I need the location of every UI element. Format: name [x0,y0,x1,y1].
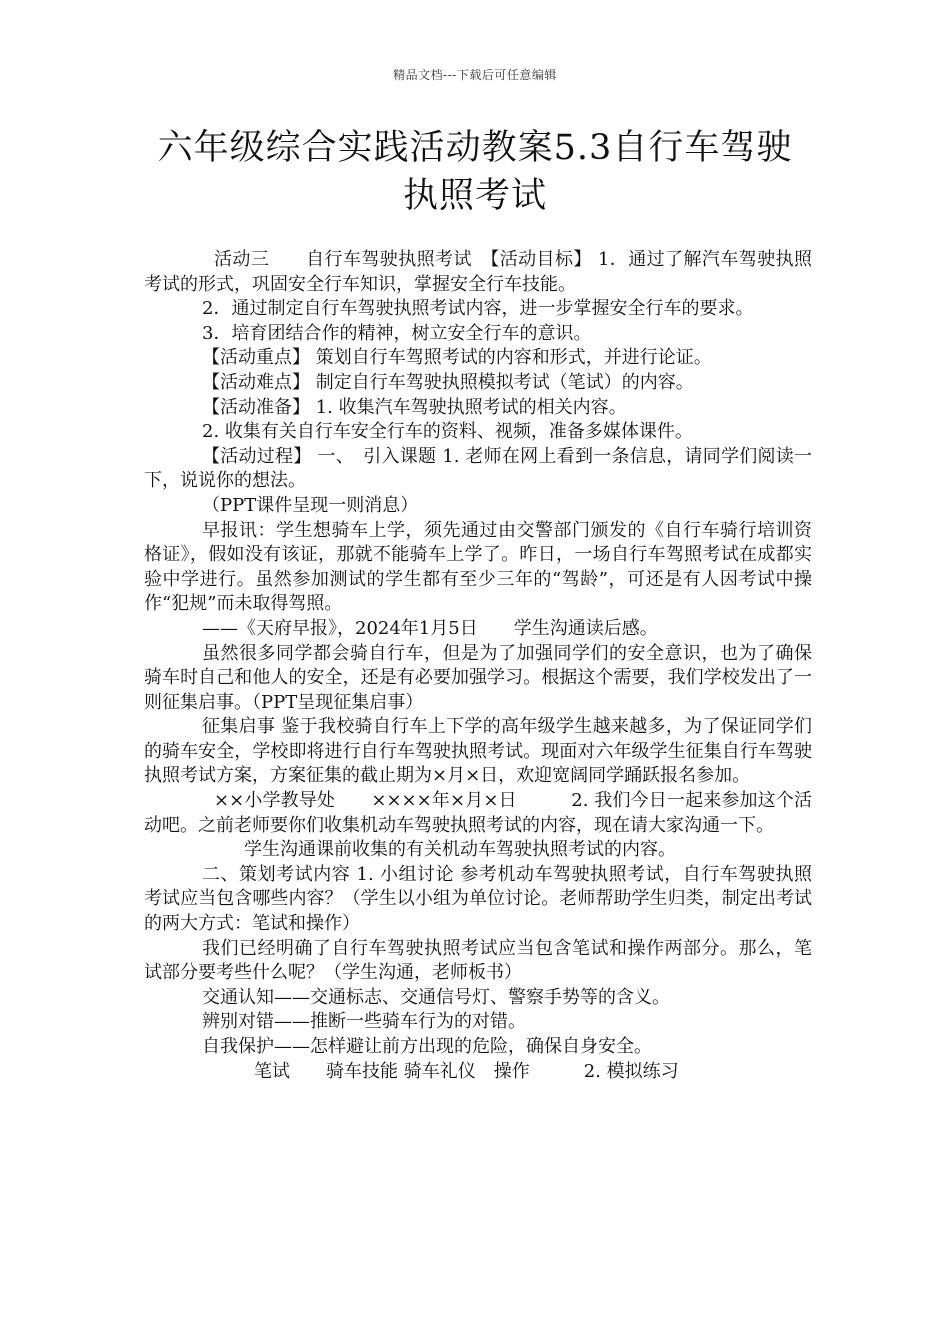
paragraph-preparation-2: 2. 收集有关自行车安全行车的资料、视频，准备多媒体课件。 [202,421,693,443]
paragraph-traffic-cognition: 交通认知——交通标志、交通信号灯、警察手势等的含义。 [202,986,670,1008]
paragraph-plan-content: 二、策划考试内容 1. 小组讨论 参考机动车驾驶执照考试，自行车驾驶执照考试应当包含哪些内容？（学生以小组为单位讨论。老师帮助学生归类，制定出考试的两大方式：笔试和操作） [144,863,812,935]
paragraph-call-notice: 征集启事 鉴于我校骑自行车上下学的高年级学生越来越多，为了保证同学们的骑车安全，学校即将进行自行车驾驶执照考试。现面对六年级学生征集自行车驾驶执照考试方案，方案征集的截止期为×月×日，欢迎宽阔同学踊跃报名参加。 [144,716,812,787]
paragraph-process-intro: 【活动过程】 一、 引入课题 1. 老师在网上看到一条信息，请同学们阅读一下，说说你的想法。 [144,445,812,492]
paragraph-activity-goals: 活动三 自行车驾驶执照考试 【活动目标】 1．通过了解汽车驾驶执照考试的形式，巩固安全行车知识，掌握安全行车技能。 [144,249,812,295]
document-title [130,124,820,220]
paragraph-self-protection: 自我保护——怎样避让前方出现的危险，确保自身安全。 [202,1036,652,1057]
paragraph-difficulties: 【活动难点】 制定自行车驾驶执照模拟考试（笔试）的内容。 [202,371,694,393]
paragraph-safety-need: 虽然很多同学都会骑自行车，但是为了加强同学们的安全意识，也为了确保骑车时自己和他人的安全，还是有必要加强学习。根据这个需要，我们学校发出了一则征集启事。（PPT呈现征集启事） [144,642,812,713]
paragraph-written-test: 我们已经明确了自行车驾驶执照考试应当包含笔试和操作两部分。那么，笔试部分要考些什么呢？（学生沟通，老师板书） [144,937,812,984]
paragraph-news-report: 早报讯：学生想骑车上学，须先通过由交警部门颁发的《自行车骑行培训资格证》，假如没有该证，那就不能骑车上学了。昨日，一场自行车驾照考试在成都实验中学进行。虽然参加测试的学生都有至少三年的“驾龄”，可还是有人因考试中操作“犯规”而未取得驾照。 [144,519,812,615]
paragraph-board-summary: 笔试 骑车技能 骑车礼仪 操作 2. 模拟练习 [254,1060,679,1082]
paragraph-goal-2: 2．通过制定自行车驾驶执照考试内容，进一步掌握安全行车的要求。 [202,298,754,320]
title-line-2: 执照考试 [402,176,547,216]
title-line-1: 六年级综合实践活动教案5.3自行车驾驶 [157,128,793,168]
paragraph-preparation-1: 【活动准备】 1. 收集汽车驾驶执照考试的相关内容。 [202,396,627,418]
paragraph-key-points: 【活动重点】 策划自行车驾照考试的内容和形式，并进行论证。 [202,347,712,369]
paragraph-student-share: 学生沟通课前收集的有关机动车驾驶执照考试的内容。 [244,839,676,861]
paragraph-judge-right-wrong: 辨别对错——推断一些骑车行为的对错。 [202,1011,526,1033]
document-body [144,248,812,1084]
paragraph-goal-3: 3．培育团结合作的精神，树立安全行车的意识。 [202,322,592,344]
paragraph-notice-signature: ××小学教导处 ××××年×月×日 2. 我们今日一起来参加这个活动吧。之前老师要你们收集机动车驾驶执照考试的内容，现在请大家沟通一下。 [144,790,812,836]
paragraph-news-source: ——《天府早报》，2024年1月5日 学生沟通读后感。 [202,617,658,639]
paragraph-ppt-news: （PPT课件呈现一则消息） [202,494,419,516]
page-header: 精品文档---下载后可任意编辑 [393,68,557,82]
